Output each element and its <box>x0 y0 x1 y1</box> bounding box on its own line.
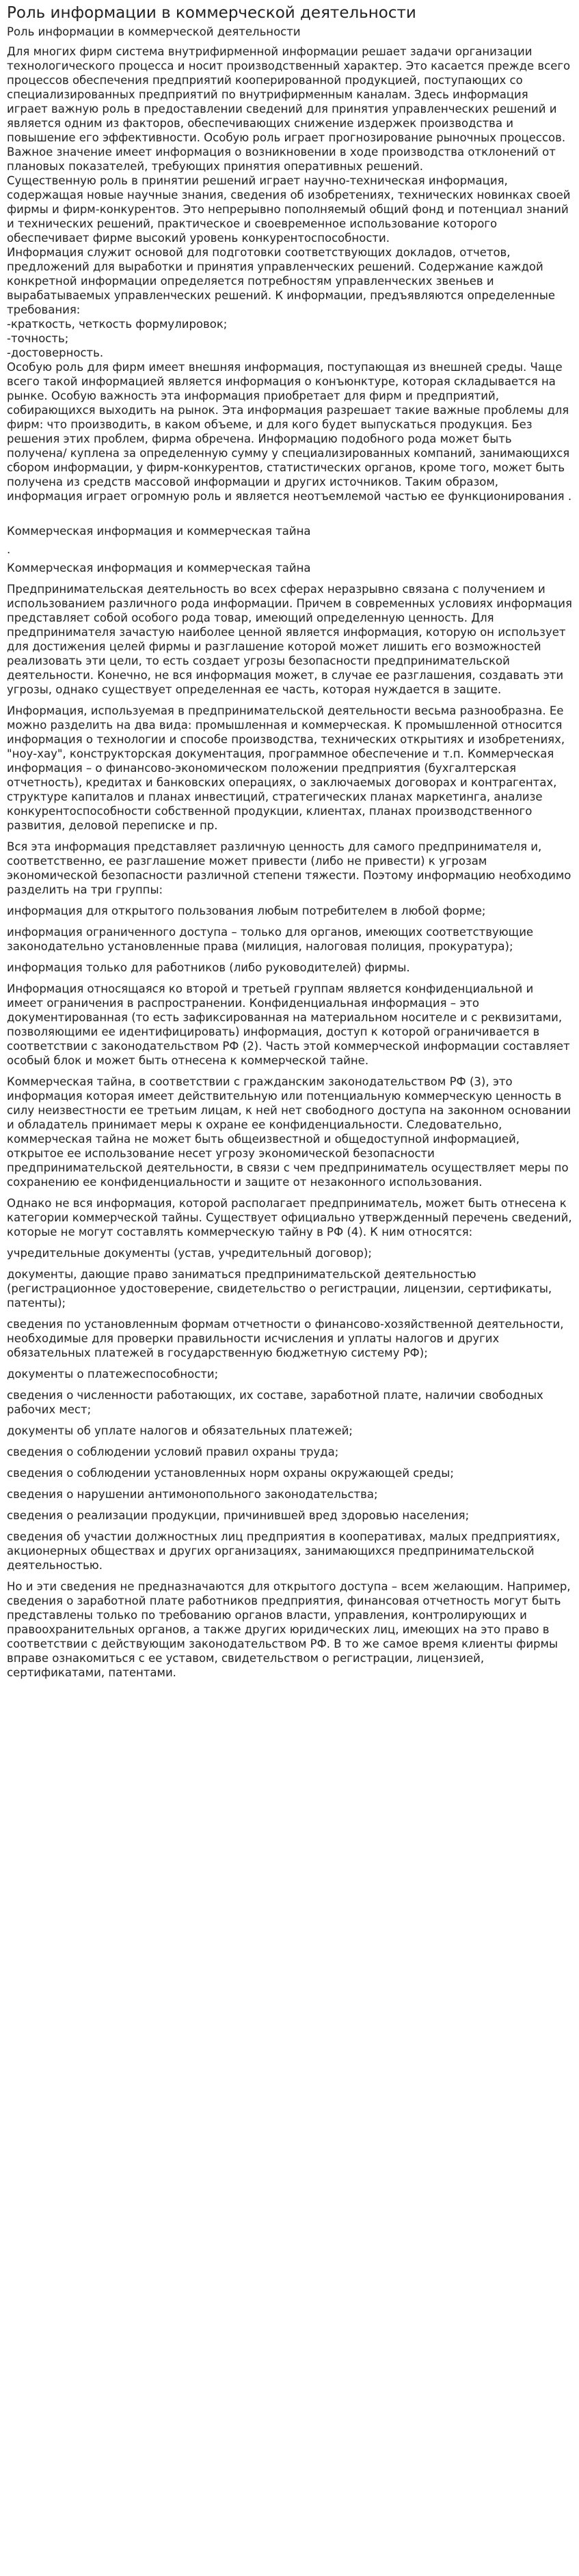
article <box>0 4 579 1680</box>
page-title: Роль информации в коммерческой деятельности <box>7 4 416 22</box>
paragraph: Информация, используемая в предпринимательской деятельности весьма разнообразна. Ее можно разделить на два вида: промышленная и коммерческая. К промышленной относится информация о технологии и способе производства, технических открытиях и изобретениях, "ноу-хау", конструкторская документация, программное обеспечение и т.п. Коммерческая информация – о финансово-экономическом положении предприятия (бухгалтерская отчетность), кредитах и банковских операциях, о заключаемых договорах и контрагентах, структуре капиталов и планах инвестиций, стратегических планах маркетинга, анализе конкурентоспособности собственной продукции, клиентах, планах производственного развития, деловой переписке и пр. <box>7 704 565 832</box>
separator-dot: . <box>7 543 11 556</box>
list-item: учредительные документы (устав, учредительный договор); <box>7 1247 372 1260</box>
list-item: сведения по установленным формам отчетности о финансово-хозяйственной деятельности, необходимые для проверки правильности исчисления и уплаты налогов и других обязательных платежей в государственную бюджетную систему РФ); <box>7 1318 564 1359</box>
paragraph: Коммерческая тайна, в соответствии с гражданским законодательством РФ (3), это информация которая имеет действительную или потенциальную коммерческую ценность в силу неизвестности ее третьим лицам, к ней нет свободного доступа на законном основании и обладатель принимает меры к охране ее конфиденциальности. Следовательно, коммерческая тайна не может быть общеизвестной и общедоступной информацией, открытое ее использование несет угрозу экономической безопасности предпринимательской деятельности, в связи с чем предприниматель осуществляет меры по сохранению ее конфиденциальности и защите от незаконного использования. <box>7 1075 571 1189</box>
paragraph: Важное значение имеет информация о возникновении в ходе производства отклонений от плановых показателей, требующих принятия оперативных решений. <box>7 146 556 173</box>
list-item: сведения о соблюдении установленных норм охраны окружающей среды; <box>7 1467 454 1480</box>
list-item: информация ограниченного доступа – только для органов, имеющих соответствующие законодательно установленные права (милиция, налоговая полиция, прокуратура); <box>7 926 534 953</box>
section-subheading: Коммерческая информация и коммерческая тайна <box>7 562 311 574</box>
article-subtitle: Роль информации в коммерческой деятельности <box>7 25 301 38</box>
paragraph: Информация относящаяся ко второй и третьей группам является конфиденциальной и имеет ограничения в распространении. Конфиденциальная информация – это документированная (то есть зафиксированная на материальном носителе и с реквизитами, позволяющими ее идентифицировать) информация, доступ к которой ограничивается в соответствии с законодательством РФ (2). Часть этой коммерческой информации составляет особый блок и может быть отнесена к коммерческой тайне. <box>7 982 570 1067</box>
paragraph: Но и эти сведения не предназначаются для открытого доступа – всем желающим. Например, сведения о заработной плате работников предприятия, финансовая отчетность могут быть представлены только по требованию органов власти, управления, контролирующих и правоохранительных органов, а также других юридических лиц, имеющих на это право в соответствии с действующим законодательством РФ. В то же самое время клиенты фирмы вправе ознакомиться с ее уставом, свидетельством о регистрации, лицензией, сертификатами, патентами. <box>7 1580 571 1679</box>
list-item: -краткость, четкость формулировок; <box>7 318 228 331</box>
list-item: документы о платежеспособности; <box>7 1368 219 1381</box>
list-item: -точность; <box>7 332 69 345</box>
paragraph: Существенную роль в принятии решений играет научно-техническая информация, содержащая новые научные знания, сведения об изобретениях, технических новинках своей фирмы и фирм-конкурентов. Это непрерывно пополняемый общий фонд и потенциал знаний и технических решений, практическое и своевременное использование которого обеспечивает фирме высокий уровень конкурентоспособности. <box>7 174 571 245</box>
list-item: информация для открытого пользования любым потребителем в любой форме; <box>7 904 486 917</box>
paragraph: Вся эта информация представляет различную ценность для самого предпринимателя и, соответственно, ее разглашение может привести (либо не привести) к угрозам экономической безопасности различной степени тяжести. Поэтому информацию необходимо разделить на три группы: <box>7 840 571 896</box>
list-item: документы об уплате налогов и обязательных платежей; <box>7 1424 353 1437</box>
list-item: -достоверность. <box>7 346 104 359</box>
list-item: информация только для работников (либо руководителей) фирмы. <box>7 961 410 974</box>
list-item: сведения о нарушении антимонопольного законодательства; <box>7 1488 378 1501</box>
paragraph: Информация служит основой для подготовки соответствующих докладов, отчетов, предложений для выработки и принятия управленческих решений. Содержание каждой конкретной информации определяется потребностям управленческих звеньев и вырабатываемых управленческих решений. К информации, предъявляются определенные требования: <box>7 246 556 316</box>
list-item: сведения о реализации продукции, причинившей вред здоровью населения; <box>7 1509 470 1522</box>
section-1 <box>7 44 572 503</box>
list-item: сведения о численности работающих, их составе, заработной плате, наличии свободных рабочих мест; <box>7 1389 543 1416</box>
paragraph: Однако не вся информация, которой располагает предприниматель, может быть отнесена к категории коммерческой тайны. Существует официально утвержденный перечень сведений, которые не могут составлять коммерческую тайну в РФ (4). К ним относятся: <box>7 1197 572 1238</box>
section-2 <box>7 524 572 1680</box>
section-heading: Коммерческая информация и коммерческая тайна <box>7 525 311 538</box>
paragraph: Для многих фирм система внутрифирменной информации решает задачи организации технологического процесса и носит производственный характер. Это касается прежде всего процессов обеспечения предприятий кооперированной продукцией, поступающих со специализированных предприятий по внутрифирменным каналам. Здесь информация играет важную роль в предоставлении сведений для принятия управленческих решений и является одним из факторов, обеспечивающих снижение издержек производства и повышение его эффективности. Особую роль играет прогнозирование рыночных процессов. <box>7 45 571 144</box>
paragraph: Особую роль для фирм имеет внешняя информация, поступающая из внешней среды. Чаще всего такой информацией является информация о конъюнктуре, которая складывается на рынке. Особую важность эта информация приобретает для фирм и предприятий, собирающихся выходить на рынок. Эта информация разрешает такие важные проблемы для фирм: что производить, в каком объеме, и для кого будет выпускаться продукция. Без решения этих проблем, фирма обречена. Информацию подобного рода может быть получена/ куплена за определенную сумму у специализированных компаний, занимающихся сбором информации, у фирм-конкурентов, статистических органов, кроме того, может быть получена из средств массовой информации и других источников. Таким образом, информация играет огромную роль и является неотъемлемой частью ее функционирования . <box>7 361 572 503</box>
list-item: сведения о соблюдении условий правил охраны труда; <box>7 1445 339 1458</box>
paragraph: Предпринимательская деятельность во всех сферах неразрывно связана с получением и использованием различного рода информации. Причем в современных условиях информация представляет собой особого рода товар, имеющий определенную ценность. Для предпринимателя зачастую наиболее ценной является информация, которую он использует для достижения целей фирмы и разглашение которой может лишить его возможностей реализовать эти цели, то есть создает угрозы безопасности предпринимательской деятельности. Конечно, не вся информация может, в случае ее разглашения, создавать эти угрозы, однако существует определенная ее часть, которая нуждается в защите. <box>7 583 572 696</box>
list-item: документы, дающие право заниматься предпринимательской деятельностью (регистрационное удостоверение, свидетельство о регистрации, лицензии, сертификаты, патенты); <box>7 1268 552 1310</box>
list-item: сведения об участии должностных лиц предприятия в кооперативах, малых предприятиях, акционерных обществах и других организациях, занимающихся предпринимательской деятельностью. <box>7 1530 561 1572</box>
